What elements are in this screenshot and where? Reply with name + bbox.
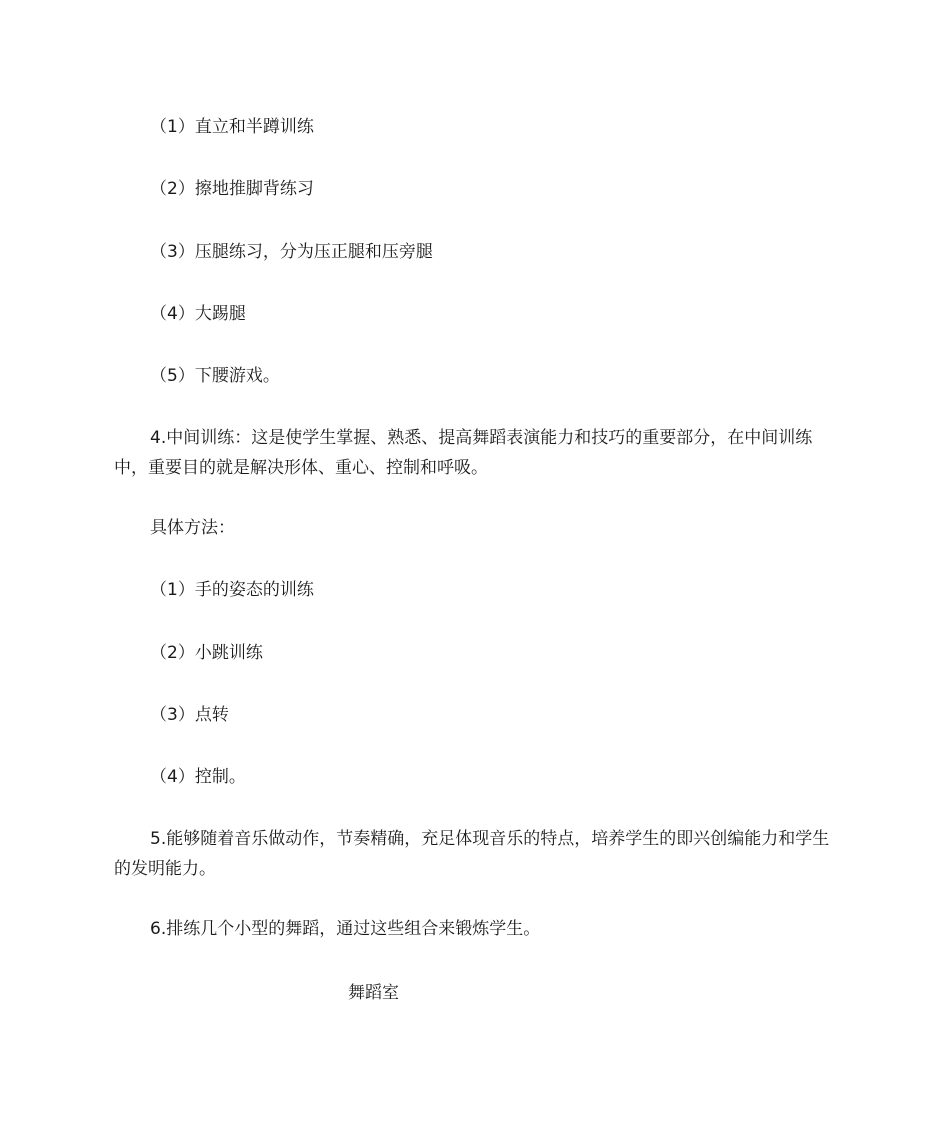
list-item-2-2: （2）小跳训练	[150, 643, 263, 663]
list-item-1-4: （4）大踢腿	[150, 304, 246, 324]
footer-title: 舞蹈室	[348, 983, 399, 1003]
paragraph-item-5: 5.能够随着音乐做动作，节奏精确，充足体现音乐的特点，培养学生的即兴创编能力和学生的发明能力。	[114, 829, 830, 879]
paragraph-item-6: 6.排练几个小型的舞蹈，通过这些组合来锻炼学生。	[150, 919, 541, 939]
methods-heading: 具体方法：	[150, 518, 235, 538]
list-item-1-1: （1）直立和半蹲训练	[150, 117, 314, 137]
list-item-2-4: （4）控制。	[150, 767, 246, 787]
list-item-1-5: （5）下腰游戏。	[150, 366, 280, 386]
list-item-2-1: （1）手的姿态的训练	[150, 580, 314, 600]
list-item-1-3: （3）压腿练习，分为压正腿和压旁腿	[150, 242, 433, 262]
paragraph-item-4: 4.中间训练：这是使学生掌握、熟悉、提高舞蹈表演能力和技巧的重要部分，在中间训练中，重要目的就是解决形体、重心、控制和呼吸。	[114, 428, 813, 478]
list-item-1-2: （2）擦地推脚背练习	[150, 179, 314, 199]
list-item-2-3: （3）点转	[150, 705, 229, 725]
